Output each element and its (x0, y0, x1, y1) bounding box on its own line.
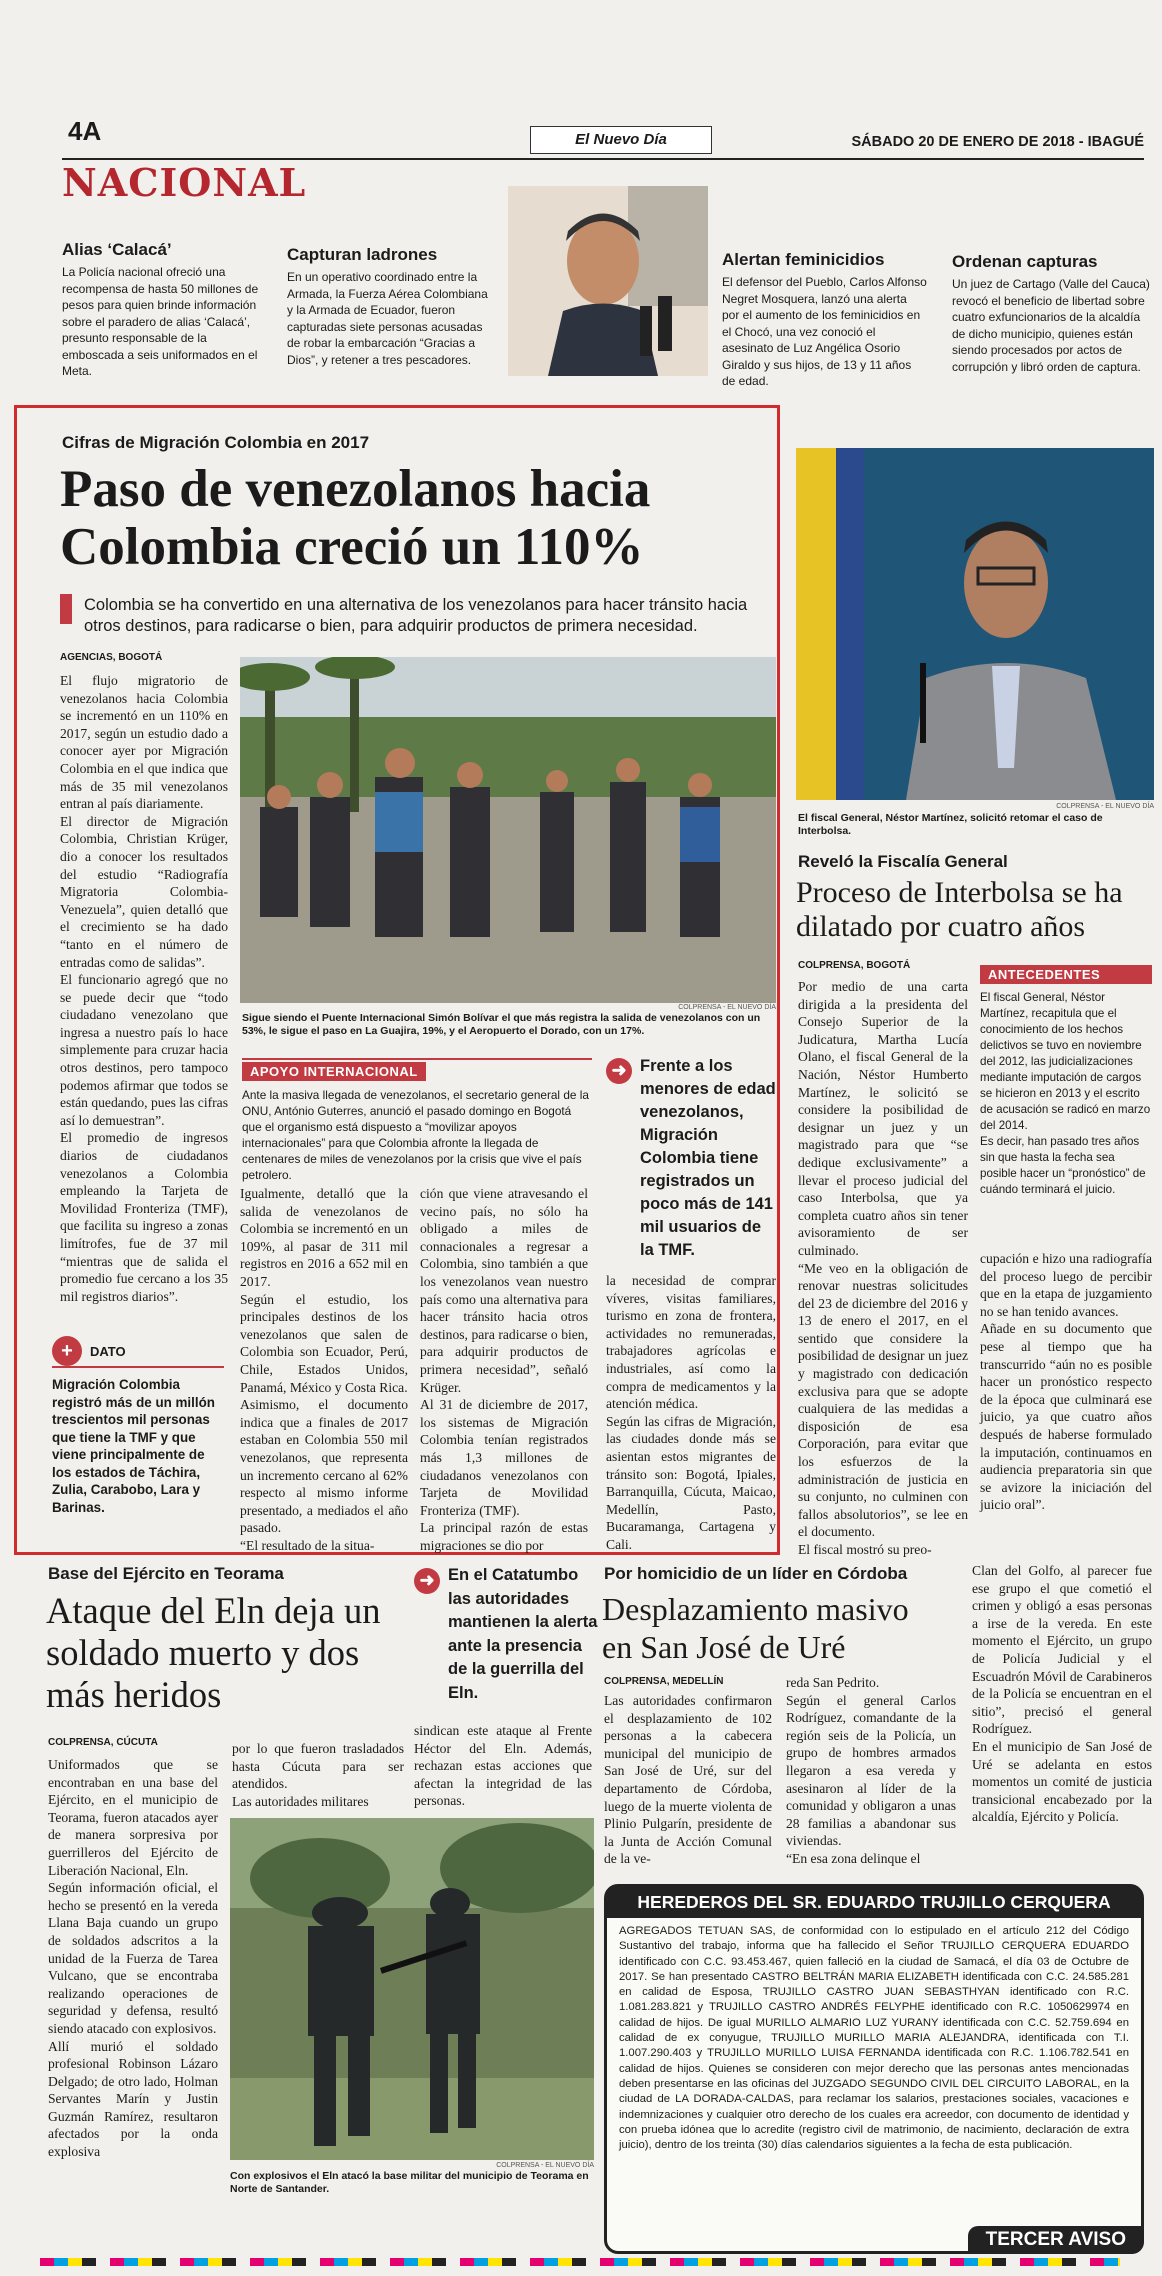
antecedentes-text: El fiscal General, Néstor Martínez, recapitula que el conocimiento de los hechos delictivos se tuvo en noviembre del 2012, las judicializaciones mediante imputación de cargos se hicieron en 2013 y el escrito de acusación se radicó en marzo del 2014. Es decir, han pasado tres años sin que hasta la fecha sea posible hacer un “pronóstico” de cuándo terminará el juicio. (980, 991, 1151, 1196)
section-title: NACIONAL (62, 160, 307, 205)
cordoba-col3: Clan del Golfo, al parecer fue ese grupo el que cometió el crimen y obligó a esas personas a irse de la vereda. En este momento el Ejército, un grupo de Policía Judicial y el Escuadrón Móvil de Carabineros de la Policía se encuentran en el sitio”, precisó el general Rodríguez. En el municipio de San José de Uré se adelanta en estos momentos un comité de justicia transicional encabezado por la alcaldía, Ejército y Policía. (972, 1563, 1152, 1825)
support-box (242, 1058, 592, 1183)
photo-defensor (508, 186, 708, 376)
fiscal-photo-illustration (796, 448, 1154, 800)
main-photo-credit: COLPRENSA - EL NUEVO DÍA (678, 1004, 776, 1011)
brief-text: El defensor del Pueblo, Carlos Alfonso Negret Mosquera, lanzó una alerta por el aumento de los feminicidios en el Chocó, una vez conoció el asesinato de Luz Angélica Osorio Giraldo y sus hijos, de 13 y 11 años de edad. (722, 275, 927, 388)
fiscal-col1: Por medio de una carta dirigida a la presidenta del Consejo Superior de la Judicatura, Martha Lucía Olano, el fiscal General de la Nación, Néstor Humberto Martínez, le solicitó se considere la posibilidad de designar un juez y un magistrado para que “se dedique exclusivamente” a llevar el proceso judicial del caso Interbolsa, que ya completa cuatro años sin tener avisoramiento de ser culminado. “Me veo en la obligación de renovar nuestras solicitudes del 23 de diciembre del 2016 y 13 de enero el 2017, en el sentido que considere la posibilidad de designar un juez y magistrado con dedicación exclusiva para que se adopte cualquiera de las medidas a disposición de esa Corporación, para evitar que los esfuerzos de la administración de justicia en su conjunto, no culminen con fallos absolutorios”, se lee en el documento. El fiscal mostró su preo- (798, 979, 968, 1557)
brief-title: Capturan ladrones (287, 245, 438, 264)
main-headline-line1: Paso de venezolanos hacia (60, 460, 651, 518)
main-photo-caption: Sigue siendo el Puente Internacional Simón Bolívar el que más registra la salida de venezolanos con un 53%, le sigue el paso en La Guajira, 19%, y el Aeropuerto el Dorado, con un 17%. (242, 1012, 761, 1037)
arrow-right-icon: ➜ (606, 1058, 632, 1084)
fiscal-photo-caption: El fiscal General, Néstor Martínez, solicitó retomar el caso de Interbolsa. (798, 812, 1103, 837)
photo-border-crossing (240, 657, 776, 1003)
teorama-kicker: Base del Ejército en Teorama (48, 1564, 284, 1583)
cordoba-col1: Las autoridades confirmaron el desplazamiento de 102 personas a la cabecera municipal del municipio de San José de Uré, sur del departamento de Córdoba, luego de la muerte violenta de Plinio Pulgarín, presidente de la Junta de Acción Comunal de la ve- (604, 1693, 772, 1867)
teorama-photo-credit: COLPRENSA - EL NUEVO DÍA (496, 2162, 594, 2169)
teorama-byline: COLPRENSA, CÚCUTA (48, 1737, 158, 1748)
notice-title: HEREDEROS DEL SR. EDUARDO TRUJILLO CERQUERA (607, 1887, 1141, 1918)
brief-ladrones (287, 245, 492, 368)
fiscal-byline: COLPRENSA, BOGOTÁ (798, 960, 911, 971)
photo-soldiers (230, 1818, 594, 2160)
dato-box (52, 1336, 224, 1516)
cordoba-col2: reda San Pedrito. Según el general Carlos Rodríguez, comandante de la región seis de la Policía, un grupo de hombres armados llegaron a esa vereda y asesinaron al líder de la comunidad y obligaron a unas 28 familias a abandonar sus viviendas. “En esa zona delinque el (786, 1675, 956, 1866)
brief-title: Ordenan capturas (952, 252, 1098, 271)
brief-text: La Policía nacional ofreció una recompensa de hasta 50 millones de pesos para quien brinde información sobre el paradero de alias ‘Calacá’, presunto responsable de la emboscada a seis uniformados en el Meta. (62, 265, 259, 378)
brief-title: Alertan feminicidios (722, 250, 885, 269)
main-byline: AGENCIAS, BOGOTÁ (60, 652, 163, 663)
soldiers-photo-illustration (230, 1818, 594, 2160)
page-number: 4A (68, 116, 102, 146)
antecedentes-label: ANTECEDENTES (980, 965, 1152, 984)
fiscal-headline: Proceso de Interbolsa se ha dilatado por cuatro años (796, 876, 1123, 943)
main-kicker: Cifras de Migración Colombia en 2017 (62, 433, 370, 452)
fiscal-photo-credit: COLPRENSA - EL NUEVO DÍA (1056, 803, 1154, 810)
color-registration-strip (40, 2258, 1120, 2266)
dato-text: Migración Colombia registró más de un millón trescientos mil personas que tiene la TMF y que viene principalmente de los estados de Táchira, Zulia, Carabobo, Lara y Barinas. (52, 1377, 215, 1515)
teorama-col1: Uniformados que se encontraban en una base del Ejército, en el municipio de Teorama, fueron atacados ayer de manera sorpresiva por guerrilleros del Ejército de Liberación Nacional, Eln. Según información oficial, el hecho se presentó en la vereda Llana Baja cuando un grupo de soldados adscritos a la unidad de la Fuerza de Tarea Vulcano, que se encontraba realizando operaciones de seguridad y defensa, resultó siendo atacado con explosivos. Allí murió el soldado profesional Robinson Lázaro Delgado; de otro lado, Holman Servantes Marín y Justin Guzmán Ramírez, resultaron afectados por la onda explosiva (48, 1757, 218, 2160)
deck-marker (60, 594, 72, 624)
defensor-photo-illustration (508, 186, 708, 376)
teorama-pullquote: En el Catatumbo las autoridades mantienen la alerta ante la presencia de la guerrilla del Eln. (448, 1566, 598, 1702)
main-col3: ción que viene atravesando el vecino país, no sólo ha obligado a miles de connacionales a regresar a Colombia, sino también a que los venezolanos vean nuestro país como una alternativa para hacer tránsito hacia otros destinos, para radicarse o bien, para adquirir productos de primera necesidad”, señaló Krüger. Al 31 de diciembre de 2017, los sistemas de Migración Colombia tenían registrados más 1,3 millones de ciudadanos venezolanos con Tarjeta de Movilidad Fronteriza (TMF). La principal razón de estas migraciones se dio por (420, 1186, 588, 1553)
teorama-col3: sindican este ataque al Frente Héctor del Eln. Además, rechazan estas acciones que afectan la integridad de las personas. (414, 1723, 592, 1809)
teorama-col2: por lo que fueron trasladados hasta Cúcuta para ser atendidos. Las autoridades militares (232, 1741, 404, 1809)
cordoba-headline: Desplazamiento masivo en San José de Uré (602, 1591, 909, 1665)
fiscal-col2: cupación e hizo una radiografía del proceso luego de percibir que en la etapa de juzgamiento no se han tenido avances. Añade en su documento que pese al tiempo que ha transcurrido “aún no es posible hacer un pronóstico respecto de la época que culminará ese juicio, ya que cuatro años después de haberse formulado la imputación, continuamos en audiencia preparatoria sin que se avizore la iniciación del juicio oral”. (980, 1251, 1152, 1513)
cordoba-byline: COLPRENSA, MEDELLÍN (604, 1676, 724, 1687)
teorama-headline: Ataque del Eln deja un soldado muerto y dos más heridos (46, 1590, 381, 1715)
main-pullquote: Frente a los menores de edad venezolanos, Migración Colombia tiene registrados un poco más de 141 mil usuarios de la TMF. (640, 1057, 776, 1259)
dato-label: DATO (90, 1343, 126, 1359)
support-text: Ante la masiva llegada de venezolanos, el secretario general de la ONU, António Guterres, anunció el pasado domingo en Bogotá que el organismo está dispuesto a “movilizar apoyos internacionales” para que Colombia afronte la llegada de centenares de miles de venezolanos por la crisis que vive el país petrolero. (242, 1088, 589, 1182)
main-col4: la necesidad de comprar víveres, visitas familiares, turismo en zona de frontera, actividades no remuneradas, trabajadores agrícolas e industriales, así como la compra de medicamentos y la atención médica. Según las cifras de Migración, las ciudades donde más se asientan estos migrantes de tránsito son: Bogotá, Ipiales, Barranquilla, Cúcuta, Maicao, Medellín, Pasto, Bucaramanga, Cartagena y Cali. (606, 1273, 776, 1552)
brief-text: En un operativo coordinado entre la Armada, la Fuerza Aérea Colombiana y la Armada de Ecuador, fueron capturadas siete personas acusadas de robar la embarcación “Gracias a Dios”, y retener a tres pescadores. (287, 270, 488, 367)
crossing-photo-illustration (240, 657, 776, 1003)
brief-feminicidios (722, 250, 927, 390)
main-deck: Colombia se ha convertido en una alternativa de los venezolanos para hacer tránsito hacia otros destinos, para radicarse o bien, para adquirir productos de primera necesidad. (84, 596, 748, 635)
main-col1: El flujo migratorio de venezolanos hacia Colombia se incrementó en un 110% en 2017, según un estudio dado a conocer ayer por Migración Colombia en el que indica que más de 35 mil venezolanos entran al país diariamente. El director de Migración Colombia, Christian Krüger, dio a conocer los resultados del estudio “Radiografía Migratoria Colombia-Venezuela”, quien detalló que el crecimiento se ha dado “tanto en el número de entradas como de salidas”. El funcionario agregó que no se puede decir que “todo ciudadano venezolano que ingresa a nuestro país lo hace simplemente para cruzar hacia otros destinos, pero tampoco podemos afirmar que todos se están quedando, pues las cifras así lo demuestran”. El promedio de ingresos diarios de ciudadanos venezolanos a Colombia empleando la Tarjeta de Movilidad Fronteriza (TMF), que facilita su ingreso a zonas limítrofes, fue de 37 mil “mientras que de salida el promedio fue cercano a los 35 mil registros diarios”. (60, 673, 228, 1304)
main-headline-line2: Colombia creció un 110% (60, 518, 644, 576)
main-headline (60, 460, 780, 576)
brief-text: Un juez de Cartago (Valle del Cauca) revocó el beneficio de libertad sobre cuatro exfuncionarios de la alcaldía de dicho municipio, quienes están siendo procesados por actos de corrupción y libró orden de captura. (952, 277, 1150, 374)
antecedentes-box (980, 965, 1152, 1198)
brief-title: Alias ‘Calacá’ (62, 240, 172, 259)
cordoba-kicker: Por homicidio de un líder en Córdoba (604, 1564, 908, 1583)
photo-fiscal (796, 448, 1154, 800)
fiscal-kicker: Reveló la Fiscalía General (798, 852, 1008, 871)
main-col2: Igualmente, detalló que la salida de venezolanos de Colombia se incrementó en un 109%, al pasar de 311 mil registros en 2016 a 652 mil en 2017. Según el estudio, los principales destinos de los venezolanos que salen de Colombia son Ecuador, Perú, Chile, Estados Unidos, Panamá, México y Costa Rica. Asimismo, el documento indica que a finales de 2017 estaban en Colombia 550 mil venezolanos, que representa un incremento cercano al 62% respecto al mismo informe presentado, a mediados el año pasado. “El resultado de la situa- (240, 1186, 408, 1553)
support-label: APOYO INTERNACIONAL (242, 1062, 426, 1081)
notice-footer: TERCER AVISO (968, 2226, 1144, 2254)
legal-notice (604, 1884, 1144, 2254)
brand-logo: El Nuevo Día (530, 126, 712, 154)
brief-calaca (62, 240, 267, 380)
brief-capturas (952, 252, 1152, 375)
arrow-right-icon: ➜ (414, 1568, 440, 1594)
date-line: SÁBADO 20 DE ENERO DE 2018 - IBAGUÉ (851, 134, 1144, 150)
teorama-photo-caption: Con explosivos el Eln atacó la base militar del municipio de Teorama en Norte de Santander. (230, 2170, 589, 2195)
notice-text: AGREGADOS TETUAN SAS, de conformidad con lo estipulado en el artículo 212 del Código Sustantivo del trabajo, informa que ha fallecido el Señor TRUJILLO CERQUERA EDUARDO identificado con C.C. 93.453.467, quien falleció en la ciudad de Samacá, el día 03 de Octubre de 2017. Se han presentado CASTRO BELTRÁN MARIA ELIZABETH identificada con C.C. 24.585.281 en calidad de Esposa, TRUJILLO CASTRO JUAN SEBASTHYAN identificado con R.C. 1.081.283.821 y TRUJILLO CASTRO ANDRÉS FELYPHE identificado con R.C. 1050629974 en calidad de hijos. De igual MURILLO ALMARIO LUZ YURANY identificada con C.C. 52.759.694 en calidad de ex conyugue, TRUJILLO MURILLO MARIA ALEJANDRA, identificada con T.I. 1.007.290.403 y TRUJILLO MURILLO LUISA FERNANDA identificada con R.C. 1.106.782.541 en calidad de hijos. Quienes se consideren con mejor derecho que las personas antes mencionadas deben presentarse en las oficinas del JUZGADO SEGUNDO CIVIL DEL CIRCUITO LABORAL, en la ciudad de LA DORADA-CALDAS, para reclamar los salarios, prestaciones sociales, vacaciones e indemnizaciones y cualquier otro derecho de los cuales era acreedor, con documento de identidad y con prueba idónea que lo acredite (registro civil de matrimonio, de nacimiento, declaración de extra juicio), dentro de los treinta (30) días calendarios siguientes a la fecha de esta publicación. (619, 1925, 1129, 2152)
page-header (62, 112, 1144, 160)
plus-icon: + (52, 1336, 82, 1366)
